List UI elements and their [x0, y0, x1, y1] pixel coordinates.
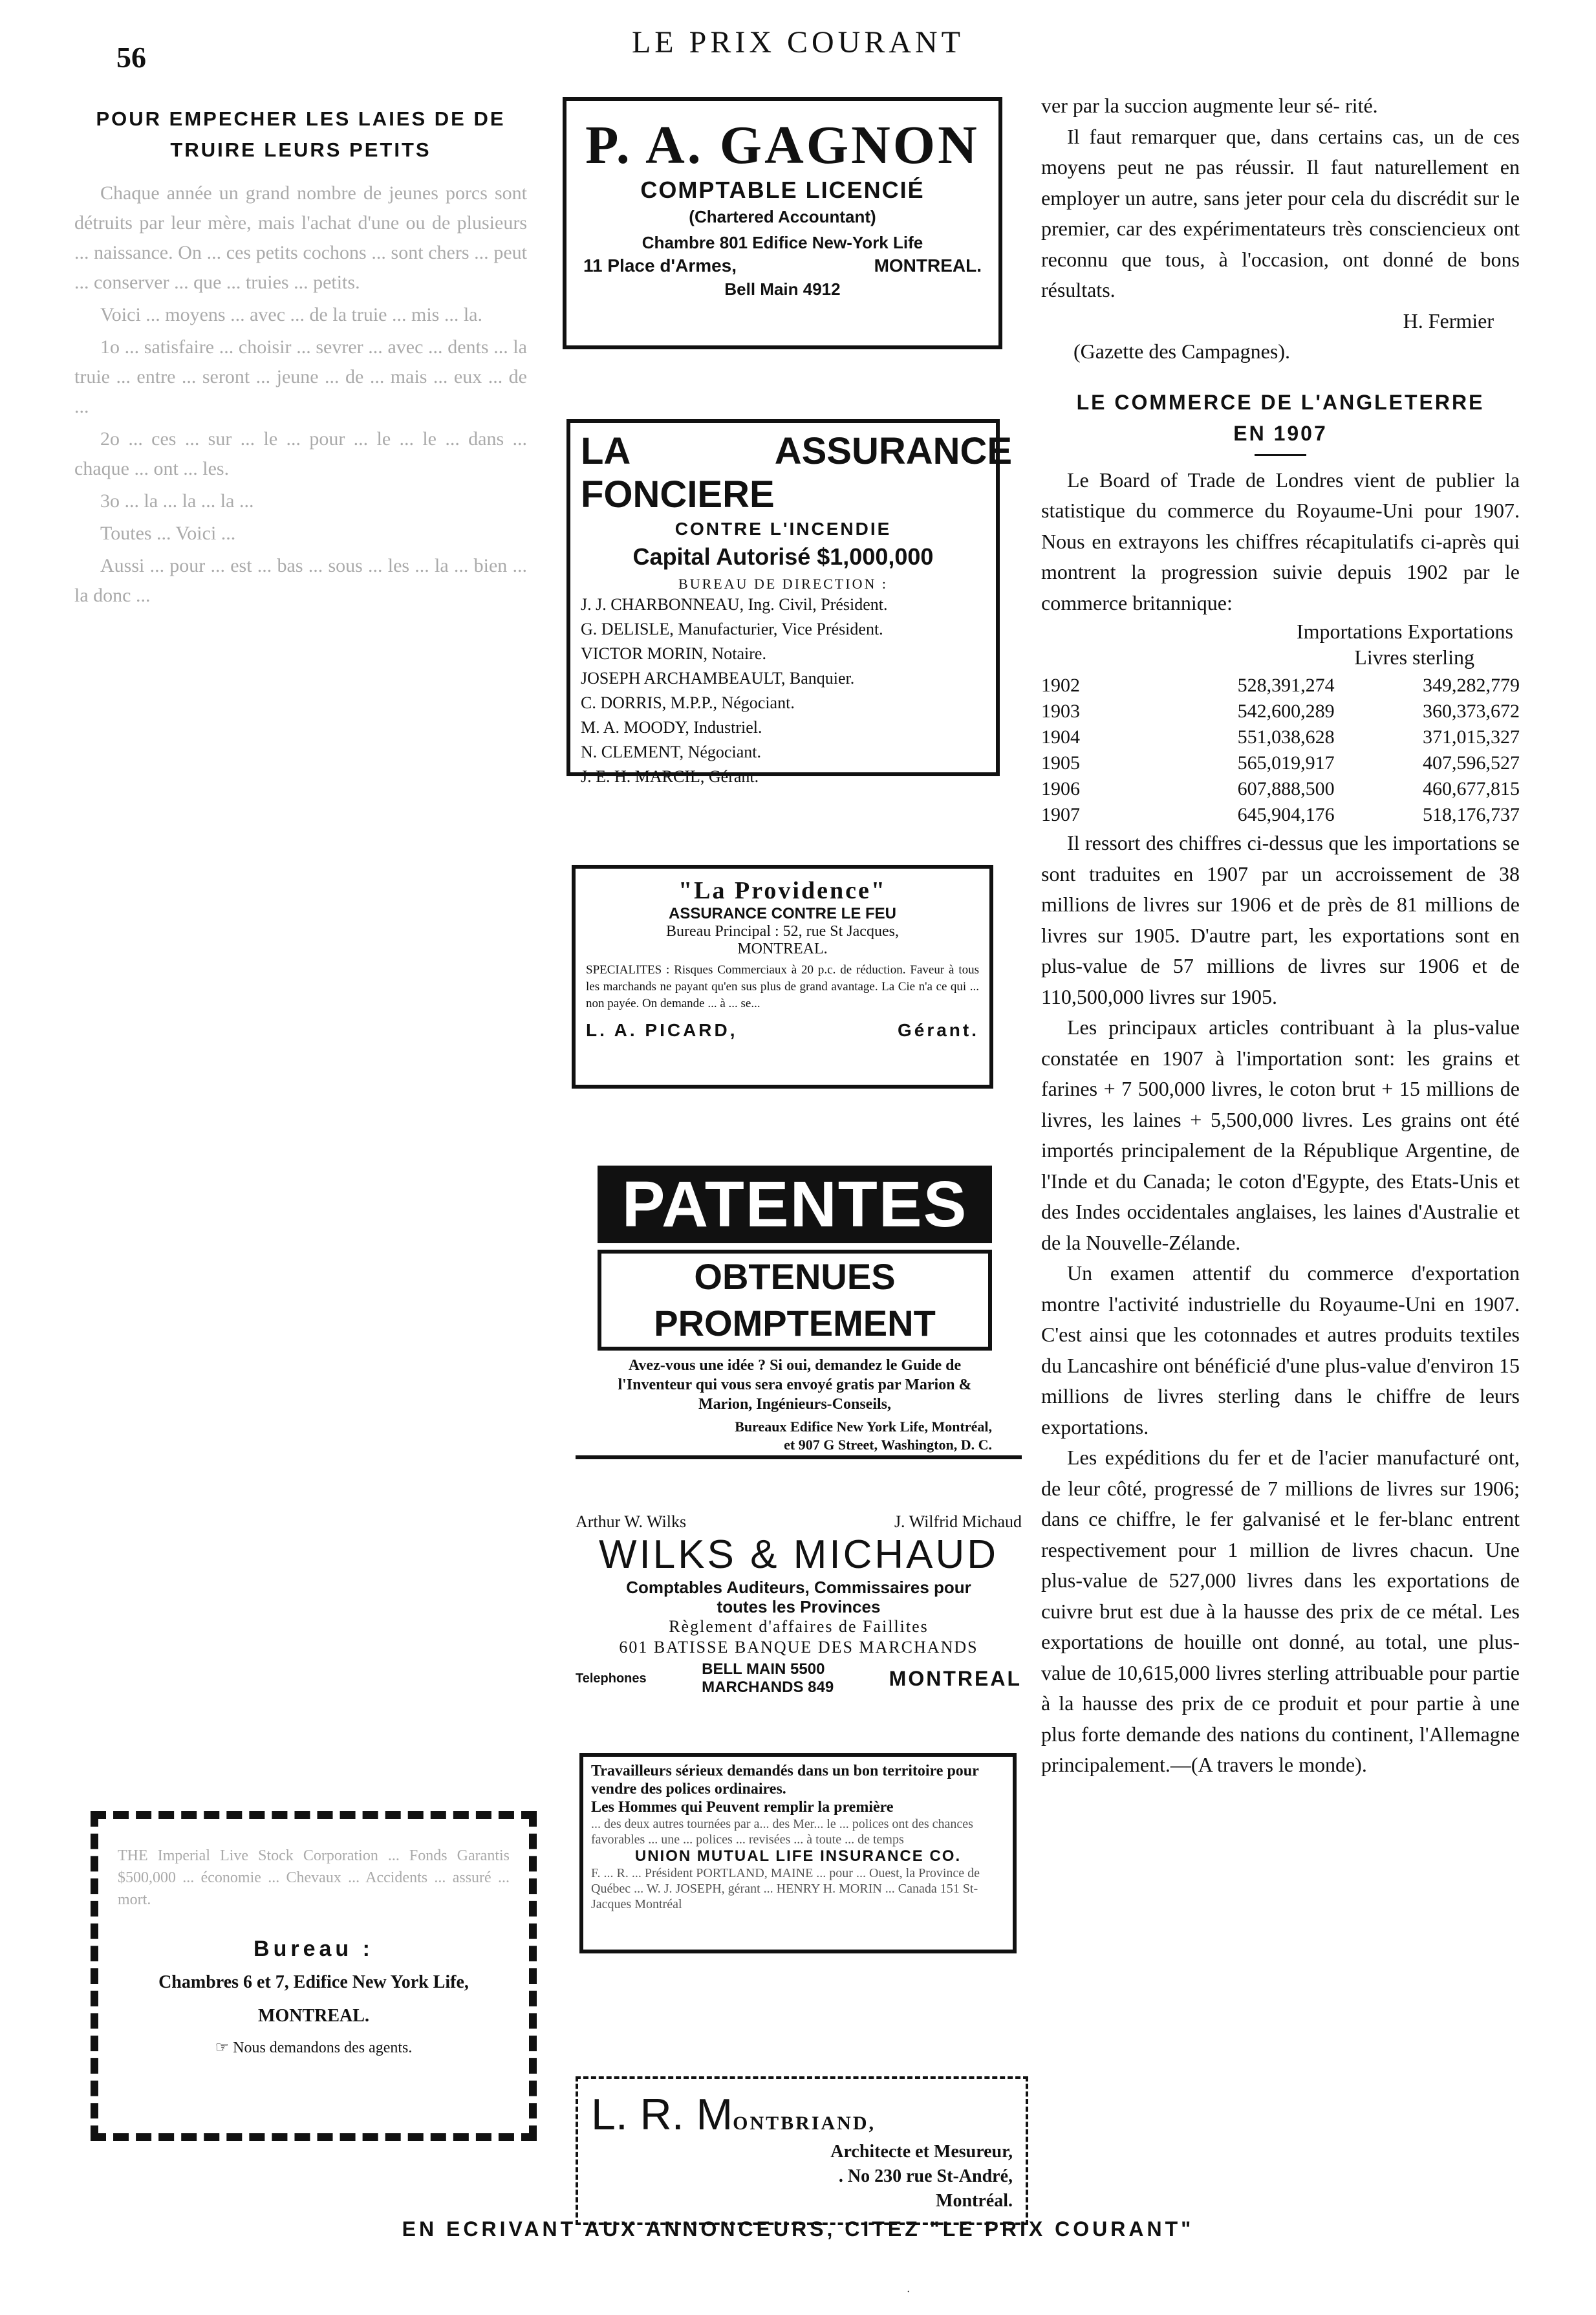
- wilks-telephones-label: Telephones: [576, 1671, 647, 1686]
- patentes-bureaux: [598, 1418, 992, 1454]
- article-source: (Gazette des Campagnes).: [1073, 340, 1290, 363]
- imperial-faded-text: THE Imperial Live Stock Corporation ... Fonds Garantis $500,000 ... économie ... Chevaux ... Accidents ... assuré ... mort.: [118, 1847, 510, 1908]
- faded-paragraph: Aussi ... pour ... est ... bas ... sous ... les ... la ... bien ... la donc ...: [74, 555, 527, 606]
- gagnon-address-row: [566, 255, 998, 276]
- commerce-title-line-2: EN 1907: [1233, 421, 1328, 445]
- left-article: [74, 103, 527, 613]
- patentes-description: Avez-vous une idée ? Si oui, demandez le Guide de l'Inventeur qui vous sera envoyé gratis par Marion & Marion, Ingénieurs-Conseils,: [618, 1357, 972, 1413]
- fonciere-officer: JOSEPH ARCHAMBEAULT, Banquier.: [581, 669, 855, 688]
- table-cell-exports: 349,282,779: [1423, 675, 1520, 696]
- fonciere-name-right: ASSURANCE: [774, 430, 1013, 472]
- table-cell-exports: 460,677,815: [1423, 778, 1520, 799]
- faded-paragraph: 3o ... la ... la ... la ...: [100, 490, 254, 512]
- article-title-line-2: TRUIRE LEURS PETITS: [170, 138, 431, 161]
- gagnon-subtitle: (Chartered Accountant): [689, 207, 876, 226]
- table-cell-imports: 551,038,628: [1237, 726, 1335, 748]
- wilks-city: MONTREAL: [889, 1666, 1022, 1690]
- providence-manager-title: Gérant.: [897, 1020, 979, 1040]
- right-column: [1041, 91, 1520, 1781]
- fonciere-officer: M. A. MOODY, Industriel.: [581, 718, 762, 737]
- table-row: [1041, 699, 1520, 724]
- montbriand-ad: [576, 2076, 1028, 2225]
- montbriand-initials: L. R. M: [591, 2090, 733, 2139]
- page-number: 56: [116, 41, 146, 74]
- wilks-partners: [576, 1512, 1022, 1532]
- union-title: Travailleurs sérieux demandés dans un bon territoire pour vendre des polices ordinaires.: [591, 1763, 979, 1798]
- montbriand-name: ONTBRIAND,: [733, 2113, 876, 2134]
- gagnon-phone: Bell Main 4912: [724, 279, 841, 299]
- imperial-live-stock-ad: [91, 1811, 537, 2141]
- wilks-phone-2: MARCHANDS 849: [702, 1679, 834, 1696]
- table-row: [1041, 673, 1520, 699]
- article-signature: H. Fermier: [1403, 309, 1494, 332]
- wilks-phone-numbers: [702, 1660, 834, 1697]
- table-cell-imports: 528,391,274: [1237, 675, 1335, 696]
- table-cell-year: 1905: [1041, 752, 1080, 774]
- article-paragraph: Il faut remarquer que, dans certains cas, un de ces moyens peut ne pas réussir. Il faut naturellement en employer un autre, sans jeter pour cela du discrédit sur le premier, car des expérimentateurs très consciencieux ont reconnu que tous, à l'occasion, ont donné de bons résultats.: [1041, 124, 1520, 301]
- table-cell-exports: 407,596,527: [1423, 752, 1520, 774]
- table-cell-exports: 371,015,327: [1423, 726, 1520, 748]
- wilks-line-2: toutes les Provinces: [717, 1597, 881, 1616]
- faded-paragraph: Voici ... moyens ... avec ... de la truie ... mis ... la.: [100, 304, 482, 325]
- fonciere-officer: G. DELISLE, Manufacturier, Vice Président.: [581, 620, 883, 638]
- providence-ad: [572, 865, 993, 1089]
- gagnon-title: COMPTABLE LICENCIÉ: [640, 177, 925, 203]
- table-cell-year: 1904: [1041, 726, 1080, 748]
- fonciere-officer: VICTOR MORIN, Notaire.: [581, 644, 766, 663]
- wilks-firm-name: WILKS & MICHAUD: [598, 1532, 999, 1577]
- table-row: [1041, 802, 1520, 828]
- table-cell-imports: 565,019,917: [1237, 752, 1335, 774]
- table-cell-year: 1906: [1041, 778, 1080, 799]
- fonciere-officer: C. DORRIS, M.P.P., Négociant.: [581, 693, 795, 712]
- running-title: LE PRIX COURANT: [631, 25, 964, 60]
- fonciere-officer: J. E. H. MARCIL, Gérant.: [581, 767, 759, 786]
- wilks-michaud-ad: [576, 1512, 1022, 1697]
- table-cell-year: 1907: [1041, 804, 1080, 825]
- wilks-partner-1: Arthur W. Wilks: [576, 1512, 687, 1531]
- wilks-line-4: 601 BATISSE BANQUE DES MARCHANDS: [619, 1638, 978, 1657]
- faded-paragraph: 2o ... ces ... sur ... le ... pour ... le ... le ... dans ... chaque ... ont ... les.: [74, 428, 527, 479]
- providence-city: MONTREAL.: [737, 940, 828, 957]
- patentes-bureaux-label: Bureaux: [735, 1418, 787, 1435]
- table-header-units: Livres sterling: [1354, 646, 1474, 669]
- gagnon-ad: [563, 97, 1002, 349]
- providence-name: "La Providence": [678, 877, 887, 904]
- faded-paragraph: 1o ... satisfaire ... choisir ... sevrer ... avec ... dents ... la truie ... entre ... seront ... jeune ... de ... mais ... eux ... de ...: [74, 336, 527, 417]
- table-cell-year: 1902: [1041, 675, 1080, 696]
- table-cell-exports: 518,176,737: [1423, 804, 1520, 825]
- union-title-2: Les Hommes qui Peuvent remplir la première: [591, 1799, 894, 1816]
- fonciere-ad: [566, 419, 1013, 786]
- article-title-line-1: POUR EMPECHER LES LAIES DE DE: [96, 107, 506, 130]
- providence-manager: L. A. PICARD,: [586, 1020, 738, 1040]
- table-row: [1041, 724, 1520, 750]
- section-divider: [576, 1455, 1022, 1459]
- commerce-title: [1041, 387, 1520, 449]
- gagnon-city: MONTREAL.: [874, 255, 982, 276]
- commerce-paragraph: Il ressort des chiffres ci-dessus que les importations se sont traduites en 1907 par un accroissement de 38 millions de livres sur 1906 et de près de 81 millions de livres sur 1905. D'autre part, les exportations sont en plus-value de 57 millions de livres sur 1906 et de 110,500,000 livres sur 1905.: [1041, 831, 1520, 1008]
- table-row: [1041, 750, 1520, 776]
- union-mutual-ad: [579, 1753, 1017, 1953]
- commerce-paragraph: Un examen attentif du commerce d'exportation montre l'activité industrielle du Royaume-Uni en 1907. C'est ainsi que les cotonnades et autres produits textiles du Lancashire ont bénéficié d'une plus-value d'environ 15 millions de livres sterling dans le chiffre de leurs exportations.: [1041, 1261, 1520, 1439]
- table-cell-imports: 607,888,500: [1237, 778, 1335, 799]
- montbriand-line-2: . No 230 rue St-André,: [838, 2166, 1013, 2186]
- table-cell-year: 1903: [1041, 701, 1080, 722]
- trade-table: [1041, 673, 1520, 828]
- patentes-ad: [598, 1166, 992, 1454]
- union-company: UNION MUTUAL LIFE INSURANCE CO.: [634, 1847, 962, 1865]
- providence-signature: [586, 1020, 979, 1041]
- union-faded-text: ... des deux autres tournées par a... des Mer... le ... polices ont des chances favorables ... une ... polices ... revisées ... à toute ... de temps: [591, 1817, 973, 1847]
- providence-subtitle: ASSURANCE CONTRE LE FEU: [668, 905, 897, 922]
- wilks-phone-1: BELL MAIN 5500: [702, 1660, 825, 1678]
- gagnon-office: Chambre 801 Edifice New-York Life: [642, 233, 923, 252]
- patentes-subheadline: OBTENUES PROMPTEMENT: [598, 1250, 992, 1351]
- faded-paragraph: Chaque année un grand nombre de jeunes porcs sont détruits par leur mère, mais l'achat d'une ou de plusieurs ... naissance. On ... ces petits cochons ... sont chers ... peut ... conserver ... que ... truies ... petits.: [74, 182, 527, 293]
- footer-notice: EN ECRIVANT AUX ANNONCEURS, CITEZ "LE PRIX COURANT": [402, 2217, 1194, 2241]
- commerce-intro: Le Board of Trade de Londres vient de publier la statistique du commerce du Royaume-Uni pour 1907. Nous en extrayons les chiffres récapitulatifs ci-après qui montrent la progression suivie depuis 1902 par le commerce britannique:: [1041, 468, 1520, 614]
- providence-specialties: SPECIALITES : Risques Commerciaux à 20 p.c. de réduction. Faveur à tous les marchands ne payant qu'en sus plus de grand avantage. La Cie n'a ce qui ... non payée. On demande ... à ... se...: [586, 963, 979, 1010]
- table-cell-exports: 360,373,672: [1423, 701, 1520, 722]
- wilks-telephones: [576, 1660, 1022, 1697]
- patentes-headline: PATENTES: [598, 1166, 992, 1243]
- providence-bureau: Bureau Principal : 52, rue St Jacques,: [666, 923, 899, 940]
- table-header-columns: Importations Exportations: [1296, 620, 1513, 643]
- table-cell-imports: 542,600,289: [1237, 701, 1335, 722]
- fonciere-subtitle: CONTRE L'INCENDIE: [674, 519, 892, 539]
- union-faded-text-2: F. ... R. ... Président PORTLAND, MAINE ... pour ... Ouest, la Province de Québec ... W. J. JOSEPH, gérant ... HENRY H. MORIN ... Canada 151 St-Jacques Montréal: [591, 1866, 980, 1911]
- title-rule: [1255, 454, 1306, 456]
- faded-article-body: [74, 179, 527, 611]
- imperial-bureau-label: Bureau :: [253, 1937, 374, 1961]
- patentes-bureau-2: et 907 G Street, Washington, D. C.: [784, 1437, 992, 1453]
- fonciere-name: [581, 429, 1013, 516]
- table-row: [1041, 776, 1520, 802]
- table-header: [1041, 618, 1520, 670]
- wilks-line-3: Règlement d'affaires de Faillites: [669, 1617, 929, 1636]
- gagnon-address: 11 Place d'Armes,: [583, 255, 737, 276]
- patentes-bureau-1: Edifice New York Life, Montréal,: [790, 1418, 992, 1435]
- commerce-paragraph: Les expéditions du fer et de l'acier manufacturé ont, de leur côté, progressé de 7 millions de livres sur 1906; dans ce chiffre, le fer galvanisé et le fer-blanc entrent respectivement pour 1 million de livres chacun. Une plus-value de 527,000 livres dans les exportations de cuivre brut est due à la hausse des prix de ce métal. Les exportations de houille ont donné, au total, une plus-value de 10,615,000 livres sterling attribuable pour partie à la hausse des prix de ce produit et pour partie à une plus forte demande des nations du continent, l'Allemagne principalement.—(A travers le monde).: [1041, 1446, 1520, 1776]
- table-cell-imports: 645,904,176: [1237, 804, 1335, 825]
- imperial-agents-note: ☞ Nous demandons des agents.: [215, 2039, 413, 2056]
- montbriand-line-3: Montréal.: [936, 2191, 1013, 2211]
- fonciere-bureau: BUREAU DE DIRECTION :: [678, 576, 888, 592]
- commerce-paragraph: Les principaux articles contribuant à la plus-value constatée en 1907 à l'importation sont: les grains et farines + 7 500,000 livres, le coton brut + 15 millions de livres, les laines + 5,500,000 livres. Les grains ont été importés principalement de la République Argentine, de l'Inde et du Canada; le coton d'Egypte, des Etats-Unis et des Indes occidentales anglaises, les laines d'Australie et de la Nouvelle-Zélande.: [1041, 1016, 1520, 1254]
- fonciere-name-left: LA FONCIERE: [581, 430, 775, 516]
- wilks-line-1: Comptables Auditeurs, Commissaires pour: [626, 1578, 971, 1597]
- commerce-title-line-1: LE COMMERCE DE L'ANGLETERRE: [1076, 390, 1485, 414]
- fonciere-officer: J. J. CHARBONNEAU, Ing. Civil, Président.: [581, 595, 888, 614]
- article-continuation: ver par la succion augmente leur sé- rité.: [1041, 94, 1378, 117]
- wilks-partner-2: J. Wilfrid Michaud: [894, 1512, 1022, 1531]
- fonciere-capital: Capital Autorisé $1,000,000: [632, 543, 934, 570]
- footer-mark: ·: [907, 2287, 911, 2298]
- faded-paragraph: Toutes ... Voici ...: [100, 523, 236, 544]
- imperial-address-line-2: MONTREAL.: [258, 2006, 369, 2026]
- montbriand-line-1: Architecte et Mesureur,: [830, 2142, 1013, 2162]
- fonciere-officer: N. CLEMENT, Négociant.: [581, 743, 761, 761]
- imperial-address-line-1: Chambres 6 et 7, Edifice New York Life,: [158, 1972, 469, 1992]
- gagnon-name: P. A. GAGNON: [585, 115, 980, 175]
